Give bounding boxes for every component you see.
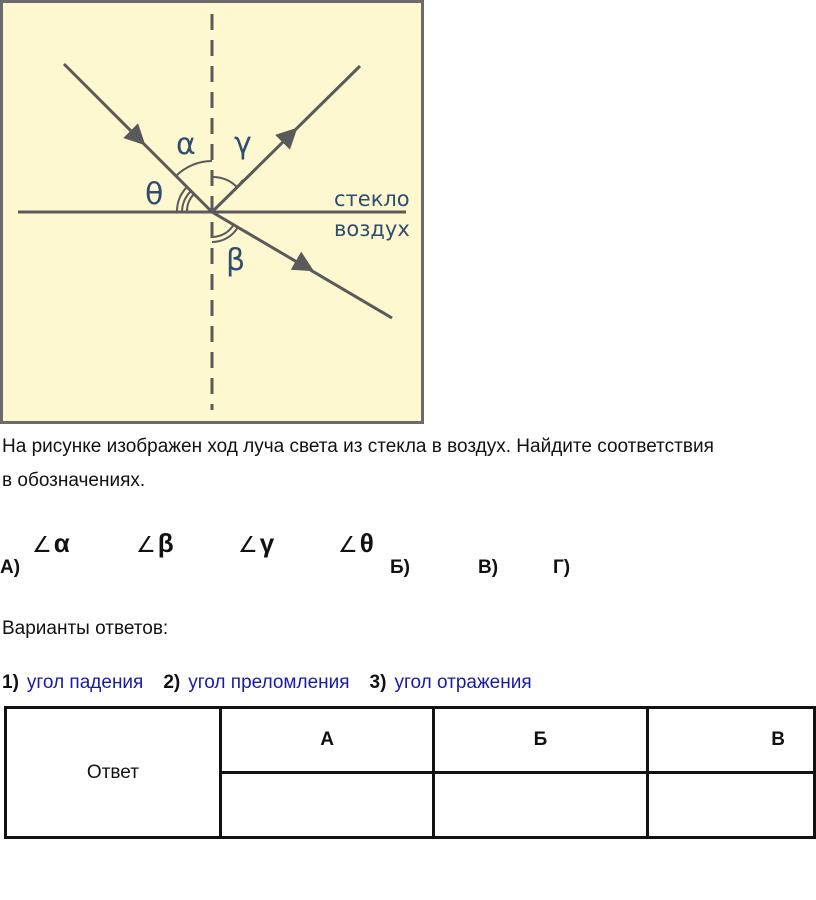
option-1-number: 1) — [2, 672, 19, 693]
column-a-header: А — [220, 708, 433, 773]
air-label: воздух — [334, 217, 410, 241]
angle-beta: ∠β — [136, 528, 174, 558]
ray-diagram-svg — [0, 0, 424, 424]
question-line-1: На рисунке изображен ход луча света из стекла в воздух. Найдите соответствия — [2, 436, 714, 457]
theta-label: θ — [145, 177, 164, 212]
beta-label: β — [226, 243, 246, 278]
gamma-label: γ — [234, 126, 252, 161]
angle-alpha: ∠α — [32, 528, 70, 558]
alpha-label: α — [176, 127, 196, 162]
column-v-header: В — [647, 708, 814, 773]
item-a-label: А) — [0, 557, 21, 578]
column-b-header: Б — [434, 708, 647, 773]
glass-label: стекло — [334, 187, 410, 211]
options-title: Варианты ответов: — [2, 618, 169, 639]
option-3-text: угол отражения — [394, 672, 532, 693]
option-2-number: 2) — [163, 672, 181, 693]
option-2-text: угол преломления — [188, 672, 350, 693]
item-b-label: Б) — [390, 557, 410, 578]
answer-cell-b[interactable] — [434, 773, 647, 838]
item-g-label: Г) — [553, 557, 571, 578]
angle-theta: ∠θ — [338, 528, 374, 558]
answer-cell-a[interactable] — [220, 773, 433, 838]
question-line-2: в обозначениях. — [2, 470, 146, 491]
option-3-number: 3) — [369, 672, 387, 693]
item-v-label: В) — [478, 557, 499, 578]
ray-diagram — [0, 0, 424, 424]
angle-gamma: ∠γ — [238, 528, 275, 558]
answer-table — [4, 706, 816, 839]
option-1-text: угол падения — [26, 672, 144, 693]
match-items — [0, 522, 816, 582]
answer-cell-v[interactable] — [647, 773, 814, 838]
options-list — [2, 672, 552, 694]
answer-label: Ответ — [6, 708, 221, 838]
